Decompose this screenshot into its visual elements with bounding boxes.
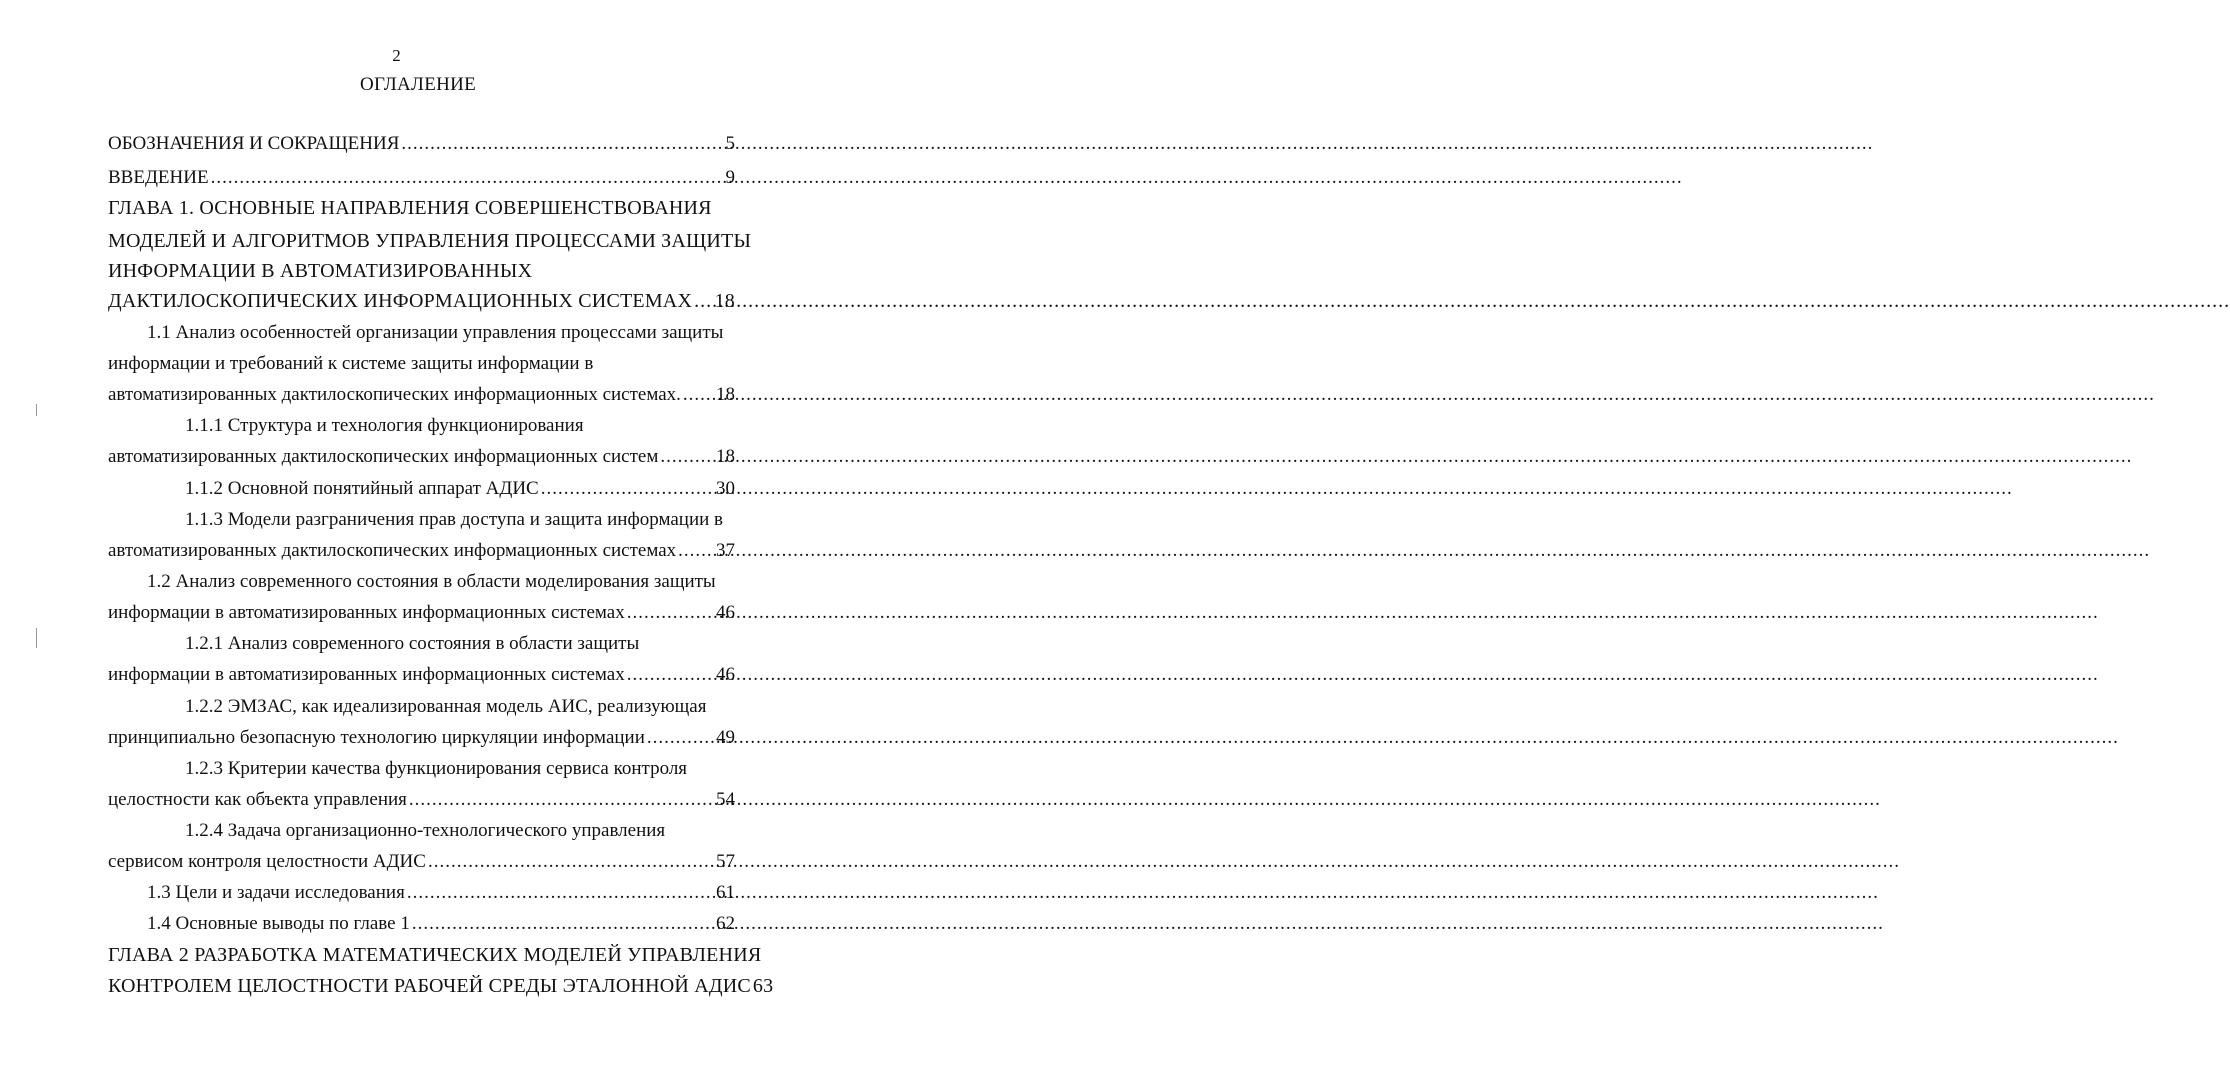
- toc-section-1-1-3-line1: [185, 509, 735, 539]
- toc-section-1-2-2-line1: [185, 696, 735, 726]
- toc-page-number: 18: [716, 446, 735, 467]
- leader-dots: [401, 133, 723, 155]
- toc-chapter2-line1: [108, 944, 762, 974]
- toc-entry-text: информации в автоматизированных информационных системах: [108, 664, 625, 685]
- toc-chapter1-line2: [108, 230, 752, 260]
- scan-mark: [36, 628, 37, 648]
- toc-entry-introduction: [108, 167, 735, 197]
- toc-page-number: 9: [725, 167, 735, 188]
- toc-entry-text: ДАКТИЛОСКОПИЧЕСКИХ ИНФОРМАЦИОННЫХ СИСТЕМАХ: [108, 290, 693, 312]
- toc-entry-text: 1.1.2 Основной понятийный аппарат АДИС: [185, 478, 539, 499]
- toc-page-number: 5: [725, 133, 735, 154]
- leader-dots: [678, 540, 714, 562]
- toc-section-1-1-line2: [108, 353, 735, 383]
- toc-entry-text: сервисом контроля целостности АДИС: [108, 851, 426, 872]
- toc-section-1-4: [147, 913, 735, 943]
- toc-section-1-2-4-line1: [185, 820, 735, 850]
- toc-entry-text: целостности как объекта управления: [108, 789, 407, 810]
- toc-section-1-2-1-line2: [108, 664, 735, 694]
- toc-section-1-2-line1: [147, 571, 735, 601]
- toc-page-number: 61: [716, 882, 735, 903]
- toc-section-1-1-3-line2: [108, 540, 735, 570]
- toc-entry-text: информации и требований к системе защиты информации в: [108, 353, 594, 374]
- toc-section-1-2-3-line1: [185, 758, 735, 788]
- toc-page-number: 49: [716, 727, 735, 748]
- toc-entry-text: информации в автоматизированных информационных системах: [108, 602, 625, 623]
- toc-entry-text: 1.2.4 Задача организационно-технологического управления: [185, 820, 666, 841]
- toc-entry-text: автоматизированных дактилоскопических информационных системах: [108, 540, 677, 561]
- toc-entry-text: ВВЕДЕНИЕ: [108, 167, 209, 188]
- toc-section-1-2-3-line2: [108, 789, 735, 819]
- toc-page-number: 46: [716, 602, 735, 623]
- toc-page-number: 30: [716, 478, 735, 499]
- toc-section-1-1-1-line1: [185, 415, 735, 445]
- scan-mark: [36, 404, 37, 416]
- toc-chapter1-line3: [108, 260, 735, 290]
- toc-page-number: 37: [716, 540, 735, 561]
- leader-dots: [412, 913, 714, 935]
- leader-dots: [541, 478, 714, 500]
- toc-entry-text: принципиально безопасную технологию циркуляции информации: [108, 727, 645, 748]
- toc-entry-text: КОНТРОЛЕМ ЦЕЛОСТНОСТИ РАБОЧЕЙ СРЕДЫ ЭТАЛОННОЙ АДИС: [108, 975, 751, 997]
- leader-dots: [211, 167, 724, 189]
- toc-section-1-2-1-line1: [185, 633, 735, 663]
- toc-entry-text: МОДЕЛЕЙ И АЛГОРИТМОВ УПРАВЛЕНИЯ ПРОЦЕССАМИ ЗАЩИТЫ: [108, 230, 752, 252]
- table-of-contents: [0, 0, 793, 1086]
- toc-entry-text: 1.4 Основные выводы по главе 1: [147, 913, 410, 934]
- toc-entry-text: ИНФОРМАЦИИ В АВТОМАТИЗИРОВАННЫХ: [108, 260, 533, 282]
- toc-page-number: 57: [716, 851, 735, 872]
- toc-entry-text: ГЛАВА 1. ОСНОВНЫЕ НАПРАВЛЕНИЯ СОВЕРШЕНСТВОВАНИЯ: [108, 197, 712, 219]
- leader-dots: [647, 727, 714, 749]
- toc-page-number: 18: [714, 290, 735, 312]
- page-number: 2: [392, 46, 401, 65]
- page-title: ОГЛАЛЕНИЕ: [359, 74, 477, 95]
- toc-entry-text: автоматизированных дактилоскопических информационных систем: [108, 446, 659, 467]
- toc-entry-text: 1.1.1 Структура и технология функционирования: [185, 415, 584, 436]
- toc-entry-text: 1.2.2 ЭМЗАС, как идеализированная модель АИС, реализующая: [185, 696, 707, 717]
- leader-dots: [683, 384, 714, 406]
- toc-page-number: 18: [716, 384, 735, 405]
- toc-entry-text: ГЛАВА 2 РАЗРАБОТКА МАТЕМАТИЧЕСКИХ МОДЕЛЕЙ УПРАВЛЕНИЯ: [108, 944, 762, 966]
- toc-entry-text: 1.2.3 Критерии качества функционирования сервиса контроля: [185, 758, 688, 779]
- toc-page-number: 46: [716, 664, 735, 685]
- toc-page-number: 63: [752, 975, 774, 997]
- leader-dots: [627, 602, 714, 624]
- toc-chapter1-line4: [108, 290, 735, 320]
- toc-entry-text: 1.2.1 Анализ современного состояния в области защиты: [185, 633, 640, 654]
- toc-section-1-2-4-line2: [108, 851, 735, 881]
- toc-page-number: 54: [716, 789, 735, 810]
- toc-entry-abbreviations: [108, 133, 735, 163]
- leader-dots: [660, 446, 714, 468]
- toc-section-1-2-line2: [108, 602, 735, 632]
- toc-section-1-1-line1: [147, 322, 735, 352]
- toc-entry-text: ОБОЗНАЧЕНИЯ И СОКРАЩЕНИЯ: [108, 133, 400, 154]
- toc-chapter2-line2: [108, 975, 774, 1005]
- leader-dots: [409, 789, 714, 811]
- toc-entry-text: 1.3 Цели и задачи исследования: [147, 882, 405, 903]
- toc-section-1-1-1-line2: [108, 446, 735, 476]
- leader-dots: [627, 664, 714, 686]
- toc-section-1-2-2-line2: [108, 727, 735, 757]
- leader-dots: [694, 290, 713, 313]
- leader-dots: [428, 851, 714, 873]
- toc-entry-text: 1.1 Анализ особенностей организации управления процессами защиты: [147, 322, 724, 343]
- leader-dots: [407, 882, 714, 904]
- toc-section-1-1-2: [185, 478, 735, 508]
- toc-entry-text: автоматизированных дактилоскопических информационных системах.: [108, 384, 681, 405]
- toc-page-number: 62: [716, 913, 735, 934]
- toc-chapter1-line1: [108, 197, 735, 227]
- toc-entry-text: 1.1.3 Модели разграничения прав доступа и защита информации в: [185, 509, 724, 530]
- toc-entry-text: 1.2 Анализ современного состояния в области моделирования защиты: [147, 571, 716, 592]
- toc-section-1-1-line3: [108, 384, 735, 414]
- toc-section-1-3: [147, 882, 735, 912]
